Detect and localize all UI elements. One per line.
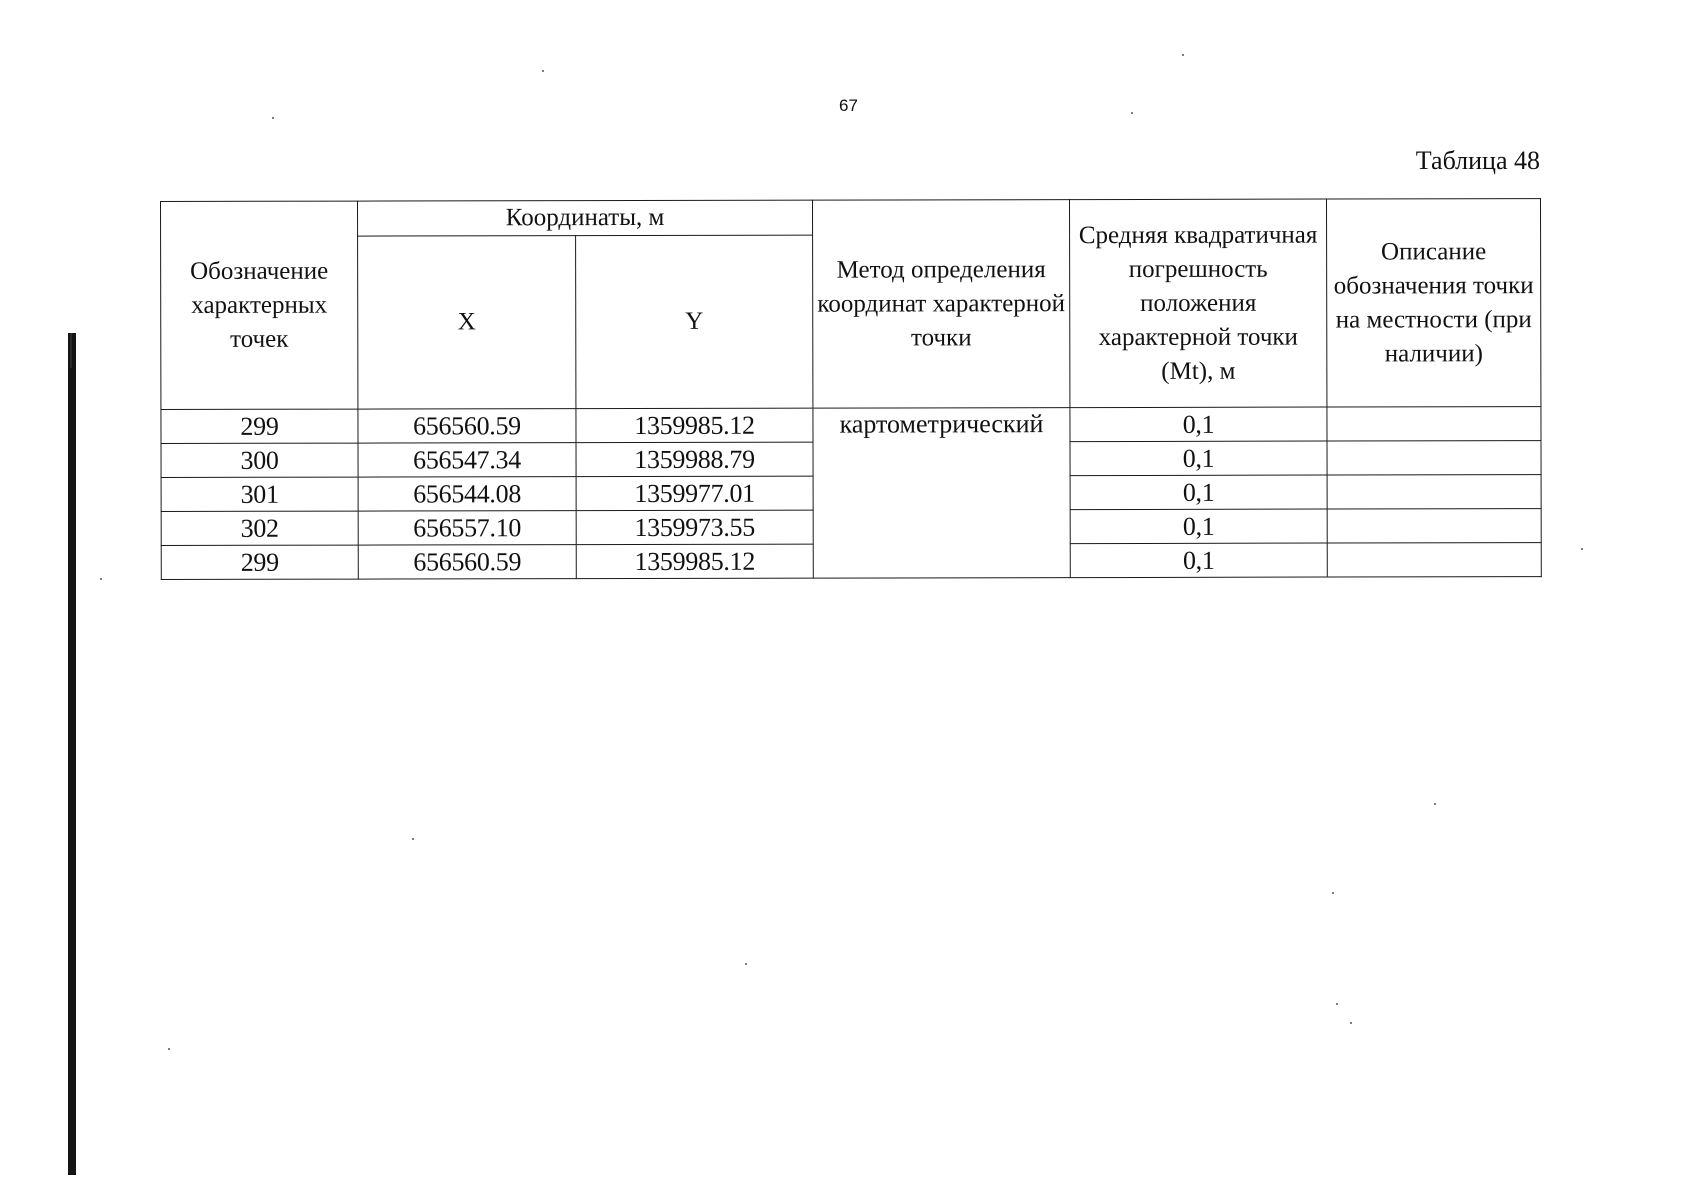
cell-y: 1359977.01 bbox=[576, 476, 813, 510]
scan-speck bbox=[100, 578, 102, 580]
scan-speck bbox=[1581, 548, 1583, 550]
cell-point: 299 bbox=[161, 545, 358, 579]
scan-speck bbox=[272, 117, 274, 119]
cell-error: 0,1 bbox=[1070, 407, 1327, 442]
scan-speck bbox=[1434, 803, 1436, 805]
header-y: Y bbox=[576, 235, 813, 408]
header-description: Описание обозначения точки на местности (при наличии) bbox=[1327, 199, 1541, 407]
cell-x: 656560.59 bbox=[358, 545, 576, 579]
cell-description bbox=[1327, 509, 1541, 543]
header-point-designation: Обозначение характерных точек bbox=[161, 201, 358, 409]
cell-description bbox=[1327, 407, 1541, 441]
cell-method: картометрический bbox=[813, 408, 1070, 579]
cell-description bbox=[1327, 475, 1541, 509]
scan-speck bbox=[1182, 54, 1184, 56]
cell-error: 0,1 bbox=[1070, 475, 1327, 510]
cell-point: 300 bbox=[161, 443, 358, 477]
cell-y: 1359985.12 bbox=[576, 408, 813, 442]
cell-description bbox=[1327, 543, 1541, 577]
header-coordinates: Координаты, м bbox=[358, 200, 813, 236]
cell-x: 656547.34 bbox=[358, 443, 576, 477]
cell-error: 0,1 bbox=[1070, 543, 1327, 578]
cell-point: 302 bbox=[161, 511, 358, 545]
header-x: X bbox=[358, 236, 576, 409]
cell-point: 301 bbox=[161, 477, 358, 511]
coordinates-table bbox=[160, 198, 1542, 580]
scan-speck bbox=[168, 1048, 170, 1050]
scan-speck bbox=[1131, 112, 1133, 114]
header-method: Метод определения координат характерной точки bbox=[813, 200, 1070, 409]
page-number: 67 bbox=[839, 96, 858, 115]
cell-point: 299 bbox=[161, 409, 358, 443]
scan-edge-line bbox=[70, 333, 72, 368]
cell-x: 656544.08 bbox=[358, 477, 576, 511]
scan-speck bbox=[412, 838, 414, 840]
scan-edge-shadow bbox=[68, 333, 76, 1175]
cell-x: 656557.10 bbox=[358, 511, 576, 545]
scan-speck bbox=[542, 70, 544, 72]
scan-speck bbox=[1350, 1022, 1352, 1024]
table-caption: Таблица 48 bbox=[1415, 146, 1540, 175]
scan-speck bbox=[1332, 892, 1334, 894]
cell-y: 1359985.12 bbox=[576, 544, 813, 578]
cell-y: 1359973.55 bbox=[576, 510, 813, 544]
cell-error: 0,1 bbox=[1070, 441, 1327, 476]
cell-error: 0,1 bbox=[1070, 509, 1327, 544]
cell-description bbox=[1327, 441, 1541, 475]
cell-y: 1359988.79 bbox=[576, 442, 813, 476]
header-error: Средняя квадратичная погрешность положения характерной точки (Mt), м bbox=[1070, 199, 1327, 408]
scan-speck bbox=[1336, 1003, 1338, 1005]
scan-speck bbox=[745, 963, 747, 965]
table-row bbox=[161, 407, 1541, 444]
cell-x: 656560.59 bbox=[358, 409, 576, 443]
